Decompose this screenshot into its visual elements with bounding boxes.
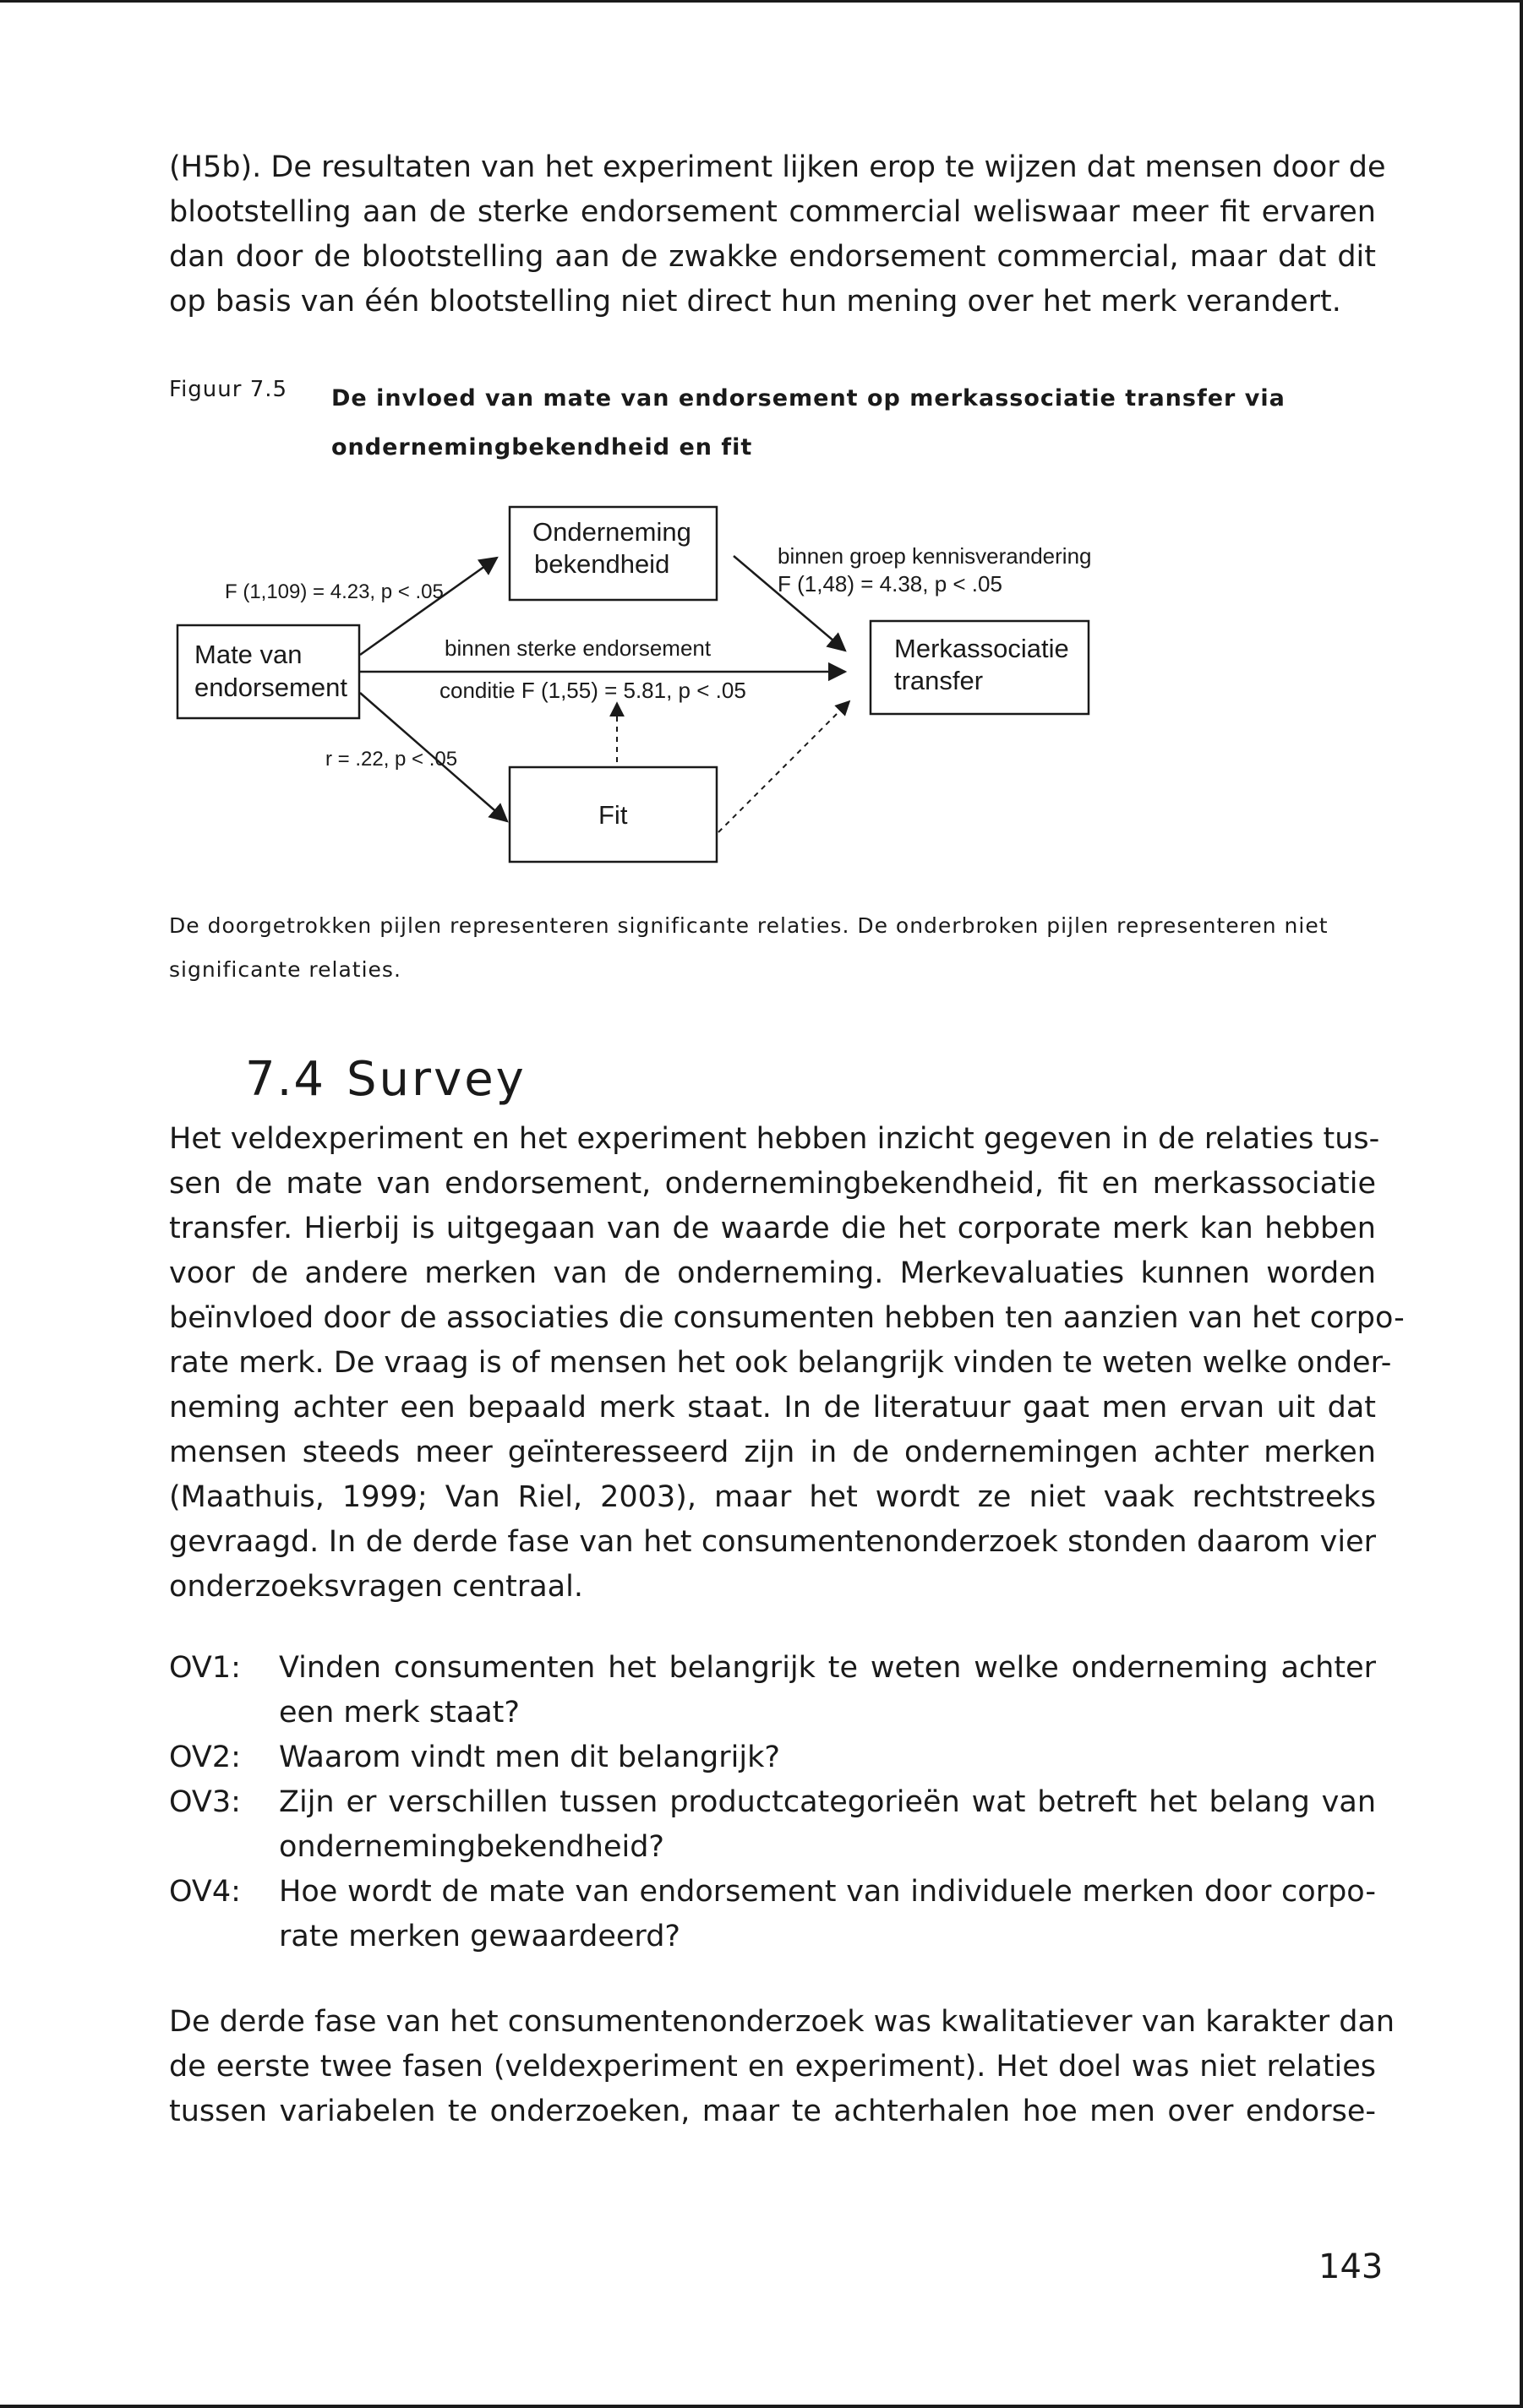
text-line: dan door de blootstelling aan de zwakke endorsement commercial, maar dat dit xyxy=(169,240,1376,274)
text-line: onderzoeksvragen centraal. xyxy=(169,1570,583,1604)
text-line: Het veldexperiment en het experiment hebben inzicht gegeven in de relaties tus- xyxy=(169,1122,1380,1156)
bottom-edge xyxy=(0,2405,1523,2408)
text-line: neming achter een bepaald merk staat. In de literatuur gaat men ervan uit dat xyxy=(169,1391,1376,1425)
text-line: (Maathuis, 1999; Van Riel, 2003), maar het wordt ze niet vaak rechtstreeks xyxy=(169,1480,1376,1514)
page-number: 143 xyxy=(1318,2247,1384,2286)
stat-mate-merk: conditie F (1,55) = 5.81, p < .05 xyxy=(439,678,746,703)
text-line: (H5b). De resultaten van het experiment lijken erop te wijzen dat mensen door de xyxy=(169,150,1386,184)
node-mate-label: Mate van xyxy=(194,640,303,669)
closing-paragraph xyxy=(169,2000,1395,2134)
figure-title: De invloed van mate van endorsement op merkassociatie transfer via ondernemingbekendheid en fit xyxy=(331,385,1286,460)
question-line: ondernemingbekendheid? xyxy=(279,1830,664,1864)
text-line: transfer. Hierbij is uitgegaan van de waarde die het corporate merk kan hebben xyxy=(169,1212,1376,1245)
node-onderneming-label: bekendheid xyxy=(534,549,670,579)
dashed-arrow-fit-to-merk xyxy=(718,701,849,832)
question-line: een merk staat? xyxy=(279,1696,520,1730)
text-line: voor de andere merken van de onderneming. Merkevaluaties kunnen worden xyxy=(169,1256,1376,1290)
node-fit-label: Fit xyxy=(598,800,628,830)
question-key: OV2: xyxy=(169,1741,241,1774)
node-merk-label: Merkassociatie xyxy=(894,634,1069,663)
text-line: de eerste twee fasen (veldexperiment en experiment). Het doel was niet relaties xyxy=(169,2050,1376,2084)
figure-caption: De doorgetrokken pijlen representeren significante relaties. De onderbroken pijlen representeren niet significante relaties. xyxy=(169,913,1329,982)
text-line: blootstelling aan de sterke endorsement commercial weliswaar meer fit ervaren xyxy=(169,195,1376,229)
stat-mate-onderneming: F (1,109) = 4.23, p < .05 xyxy=(225,580,444,603)
figure-label: Figuur 7.5 xyxy=(169,377,288,402)
text-line: sen de mate van endorsement, ondernemingbekendheid, fit en merkassociatie xyxy=(169,1167,1376,1201)
section-title: Survey xyxy=(347,1052,527,1107)
stat-onderneming-merk: F (1,48) = 4.38, p < .05 xyxy=(778,571,1002,597)
text-line: mensen steeds meer geïnteresseerd zijn in de ondernemingen achter merken xyxy=(169,1436,1376,1469)
text-line: gevraagd. In de derde fase van het consumentenonderzoek stonden daarom vier xyxy=(169,1525,1376,1559)
node-onderneming-label: Onderneming xyxy=(532,517,691,547)
question-line: rate merken gewaardeerd? xyxy=(279,1920,680,1953)
question-line: Vinden consumenten het belangrijk te weten welke onderneming achter xyxy=(279,1651,1376,1685)
question-line: Hoe wordt de mate van endorsement van individuele merken door corpo- xyxy=(279,1875,1376,1909)
node-merk-label: transfer xyxy=(894,666,984,695)
right-edge xyxy=(1520,0,1523,2408)
stat-onderneming-merk-label: binnen groep kennisverandering xyxy=(778,543,1092,569)
text-line: beïnvloed door de associaties die consumenten hebben ten aanzien van het corpo- xyxy=(169,1301,1405,1335)
question-line: Zijn er verschillen tussen productcategorieën wat betreft het belang van xyxy=(279,1785,1376,1819)
question-key: OV4: xyxy=(169,1875,241,1909)
node-mate-label: endorsement xyxy=(194,673,347,702)
stat-mate-fit: r = .22, p < .05 xyxy=(325,748,458,771)
intro-paragraph xyxy=(169,145,1386,324)
question-key: OV1: xyxy=(169,1651,241,1685)
text-line: op basis van één blootstelling niet direct hun mening over het merk verandert. xyxy=(169,285,1341,319)
arrow-onderneming-to-merk xyxy=(734,556,845,651)
mediation-diagram xyxy=(161,498,1099,870)
stat-mate-merk-label: binnen sterke endorsement xyxy=(445,635,712,661)
top-edge xyxy=(0,0,1523,3)
question-key: OV3: xyxy=(169,1785,241,1819)
text-line: rate merk. De vraag is of mensen het ook belangrijk vinden te weten welke onder- xyxy=(169,1346,1392,1380)
survey-paragraph xyxy=(169,1117,1405,1610)
question-line: Waarom vindt men dit belangrijk? xyxy=(279,1741,780,1774)
text-line: De derde fase van het consumentenonderzoek was kwalitatiever van karakter dan xyxy=(169,2005,1395,2039)
section-number: 7.4 xyxy=(245,1052,326,1107)
text-line: tussen variabelen te onderzoeken, maar te achterhalen hoe men over endorse- xyxy=(169,2095,1376,2128)
